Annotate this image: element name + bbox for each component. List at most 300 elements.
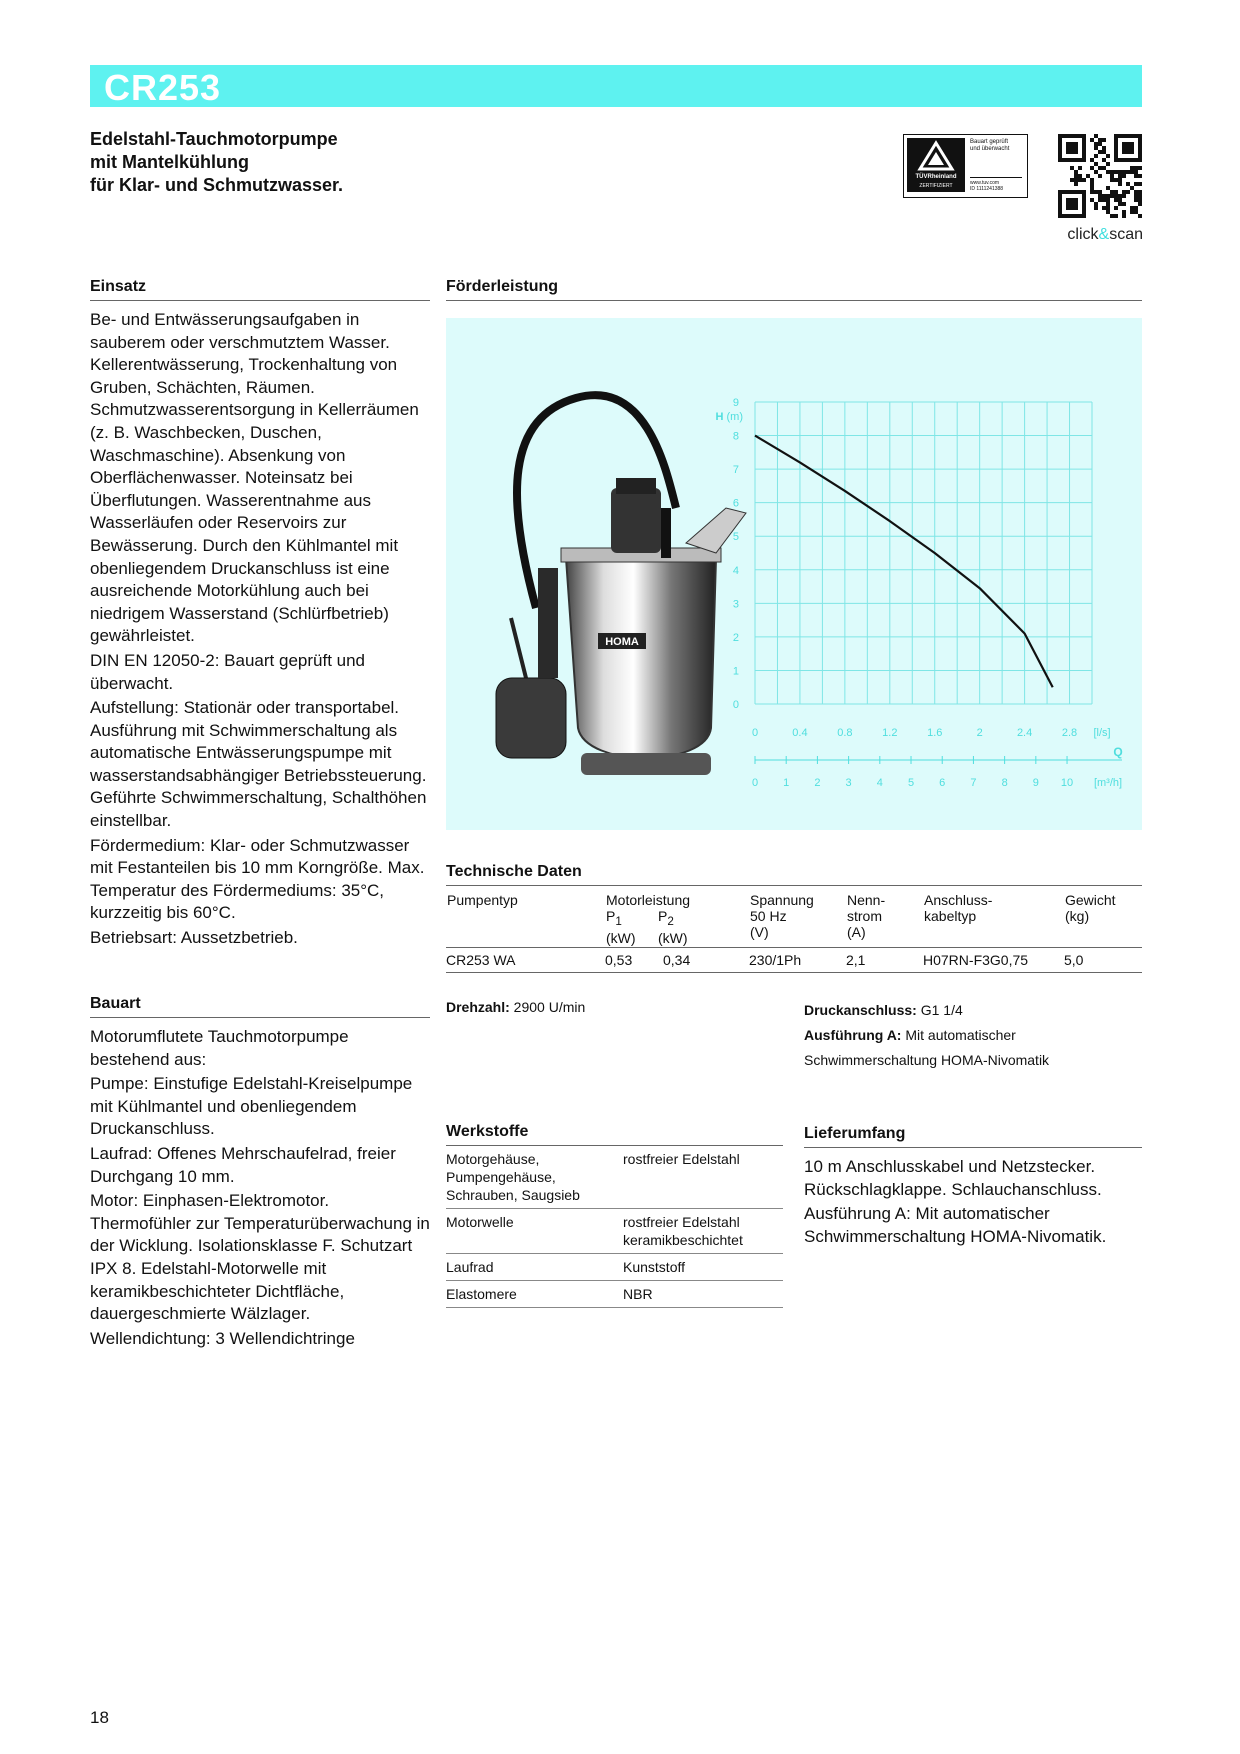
paragraph-label: Fördermedium: [90,835,206,855]
paragraph-text: 3 Wellendichtringe [210,1328,355,1348]
header-cell: Pumpentyp [447,892,518,908]
qr-module [1130,134,1134,138]
qr-module [1102,166,1106,170]
qr-module [1106,154,1110,158]
page-number: 18 [90,1708,109,1727]
qr-module [1138,202,1142,206]
qr-module [1074,170,1078,174]
tuv-brand-text: TÜVRheinland [915,174,957,180]
table-row [446,1146,783,1209]
einsatz-section [90,278,430,952]
qr-module [1078,166,1082,170]
nenn-label: Nenn- [847,892,886,908]
qr-module [1122,150,1126,154]
qr-module [1098,194,1102,198]
kw-label: (kW) [606,929,636,946]
qr-module [1114,150,1118,154]
qr-module [1106,162,1110,166]
qr-module [1114,138,1118,142]
paragraph-label: Laufrad: [90,1143,153,1163]
qr-module [1122,174,1126,178]
qr-module [1082,154,1086,158]
x-tick-label-m3h: 6 [939,777,946,789]
p-letter: P [606,908,616,924]
einsatz-paragraph [90,650,430,695]
qr-module [1058,146,1062,150]
qr-module [1114,142,1118,146]
tuv-caption [970,139,1009,153]
qr-module [1122,194,1126,198]
qr-module [1134,198,1138,202]
tuv-id: ID 1111241388 [970,186,1004,192]
qr-module [1126,146,1130,150]
qr-module [1138,150,1142,154]
qr-module [1134,182,1138,186]
y-tick-label: 7 [732,464,739,477]
werk-material: NBR [623,1286,653,1302]
qr-module [1062,158,1066,162]
kw-labels [606,930,748,946]
qr-module [1082,206,1086,210]
x-tick-label-m3h: 0 [751,777,759,789]
werk-part: Motorgehäuse, Pumpengehäuse, Schrauben, Saugsieb [446,1151,580,1203]
qr-module [1094,202,1098,206]
qr-module [1058,154,1062,158]
qr-code-icon[interactable] [1058,134,1142,218]
qr-module [1130,210,1134,214]
qr-module [1070,134,1074,138]
qr-module [1134,134,1138,138]
qr-module [1134,170,1138,174]
qr-module [1122,158,1126,162]
qr-module [1066,150,1070,154]
qr-module [1134,158,1138,162]
qr-module [1090,182,1094,186]
qr-module [1058,142,1062,146]
table-row [446,1254,783,1281]
qr-module [1090,158,1094,162]
x-tick-label-m3h: 8 [1001,777,1008,789]
table-row [446,947,1142,972]
x-tick-label-m3h: 1 [783,777,790,789]
spannung-label: Spannung [750,892,814,908]
qr-module [1138,146,1142,150]
qr-module [1090,198,1094,202]
motorleistung-label: Motorleistung [606,892,691,908]
einsatz-paragraph [90,309,430,648]
qr-module [1070,202,1074,206]
x-tick-label-m3h: 10 [1060,777,1074,789]
x-tick-label-ls: 0.8 [837,727,853,739]
qr-module [1074,142,1078,146]
ausfuehrung-line [804,1023,1144,1073]
qr-module [1114,194,1118,198]
lieferumfang-paragraph: 10 m Anschlusskabel und Netzstecker. Rückschlagklappe. Schlauchanschluss. [804,1157,1102,1199]
x-tick-label-m3h: 7 [970,777,977,789]
y-tick-label: 6 [732,497,739,510]
y-tick-label: 0 [732,699,739,711]
cell-gewicht: 5,0 [1064,951,1084,968]
werk-part: Laufrad [446,1259,494,1275]
qr-module [1118,178,1122,182]
qr-module [1118,158,1122,162]
druck-label: Druckanschluss: [804,1002,917,1018]
click-word: click [1067,226,1099,243]
x-unit-m3h: [m³/h] [1093,777,1123,789]
y-axis-letter: H [715,411,727,423]
qr-module [1134,190,1138,194]
qr-module [1114,206,1118,210]
qr-module [1130,142,1134,146]
x-tick-label-m3h: 9 [1032,777,1039,789]
qr-module [1090,166,1094,170]
bauart-paragraph [90,1026,430,1071]
qr-module [1134,210,1138,214]
qr-module [1126,182,1130,186]
cell-p1: 0,53 [605,951,633,968]
qr-module [1106,206,1110,210]
qr-module [1082,142,1086,146]
qr-module [1106,202,1110,206]
y-axis-unit: (m) [726,411,743,423]
cell-power [605,947,749,972]
qr-module [1102,194,1106,198]
qr-module [1094,170,1098,174]
qr-module [1102,198,1106,202]
qr-module [1058,194,1062,198]
qr-module [1066,146,1070,150]
qr-module [1074,202,1078,206]
qr-module [1102,150,1106,154]
qr-module [1070,142,1074,146]
header-cell [1064,888,1142,947]
qr-module [1098,166,1102,170]
qr-module [1082,214,1086,218]
qr-module [1078,134,1082,138]
qr-module [1074,146,1078,150]
anschluss-label: Anschluss- [924,892,993,908]
header-cell [846,888,923,947]
einsatz-paragraph [90,927,430,950]
qr-module [1090,138,1094,142]
qr-module [1118,194,1122,198]
x-tick-label-ls: 0.4 [792,727,808,739]
bauart-section [90,995,430,1352]
qr-module [1122,190,1126,194]
qr-module [1074,206,1078,210]
qr-module [1134,194,1138,198]
qr-module [1078,174,1082,178]
qr-module [1102,138,1106,142]
qr-module [1102,206,1106,210]
werk-part: Elastomere [446,1286,517,1302]
qr-module [1058,198,1062,202]
p2-label [658,908,674,928]
qr-module [1098,138,1102,142]
qr-module [1126,190,1130,194]
qr-module [1130,186,1134,190]
qr-module [1118,174,1122,178]
cell-p2: 0,34 [663,951,691,968]
einsatz-paragraph [90,697,430,833]
qr-module [1138,194,1142,198]
qr-module [1126,134,1130,138]
qr-module [1058,134,1062,138]
x-unit-ls: [l/s] [1093,727,1111,739]
qr-module [1074,134,1078,138]
qr-module [1110,214,1114,218]
drehzahl-value: 2900 U/min [509,999,586,1015]
a-label: (A) [847,924,866,940]
product-subtitle [90,128,343,197]
qr-module [1122,202,1126,206]
paragraph-text: Einstufige Edelstahl-Kreiselpumpe mit Kühlmantel und obenliegendem Druckanschluss. [90,1074,413,1139]
qr-module [1078,158,1082,162]
qr-module [1078,190,1082,194]
power-sub-labels [606,908,748,930]
qr-module [1078,214,1082,218]
qr-module [1138,214,1142,218]
tuv-caption-line: Bauart geprüft [970,139,1009,145]
qr-module [1130,206,1134,210]
qr-module [1074,198,1078,202]
qr-module [1058,210,1062,214]
subtitle-line: für Klar- und Schmutzwasser. [90,175,344,195]
qr-module [1094,142,1098,146]
header-cell [605,888,749,947]
qr-module [1102,158,1106,162]
p1-label [606,908,658,930]
p-letter: P [658,908,668,924]
qr-module [1074,214,1078,218]
paragraph-label: Aufstellung: [90,698,179,718]
pump-curve-chart [446,318,1142,830]
qr-module [1114,154,1118,158]
cell-strom: 2,1 [846,951,866,968]
paragraph-text: Motorumflutete Tauchmotorpumpe bestehend aus: [90,1027,349,1069]
qr-module [1082,178,1086,182]
qr-module [1074,150,1078,154]
paragraph-text: Einphasen-Elektromotor. Thermofühler zur Temperaturüberwachung in der Wicklung. Isolationsklasse F. Schutzart IPX 8. Edelstahl-Motorwelle mit keramikbeschichteter Dichtfläche, dauergeschmierte Wälzlager. [90,1191,430,1324]
qr-module [1082,194,1086,198]
qr-module [1138,154,1142,158]
tuv-url: www.tuv.com [970,180,1000,186]
model-title: CR253 [104,67,222,108]
qr-module [1118,170,1122,174]
qr-module [1082,134,1086,138]
druckanschluss-line [804,998,1144,1023]
strom-label: strom [847,908,882,924]
qr-module [1130,166,1134,170]
scan-word: scan [1109,226,1143,243]
qr-module [1110,190,1114,194]
werk-material: Kunststoff [623,1259,686,1275]
qr-module [1094,154,1098,158]
qr-module [1126,158,1130,162]
qr-module [1062,190,1066,194]
werkstoffe-section [446,1123,783,1308]
kg-label: (kg) [1065,908,1090,924]
p-sub: 1 [615,914,622,928]
qr-module [1126,150,1130,154]
qr-module [1138,134,1142,138]
qr-module [1094,206,1098,210]
x-tick-label-ls: 2 [976,727,983,739]
qr-module [1090,186,1094,190]
qr-module [1070,146,1074,150]
qr-module [1090,178,1094,182]
qr-module [1122,142,1126,146]
qr-module [1110,194,1114,198]
technical-data-table [446,888,1142,973]
qr-module [1070,158,1074,162]
qr-module [1098,142,1102,146]
y-tick-label: 8 [732,430,739,443]
qr-module [1126,170,1130,174]
lieferumfang-paragraph [804,1203,1142,1248]
cell-spannung: 230/1Ph [749,951,802,968]
qr-module [1074,178,1078,182]
druck-info [804,998,1144,1073]
qr-module [1066,202,1070,206]
qr-module [1106,194,1110,198]
qr-module [1058,158,1062,162]
qr-module [1118,134,1122,138]
einsatz-text [90,309,430,950]
qr-module [1114,214,1118,218]
qr-module [1130,150,1134,154]
bauart-paragraph [90,1190,430,1326]
paragraph-label: Pumpe: [90,1074,149,1094]
qr-module [1058,150,1062,154]
gewicht-label: Gewicht [1065,892,1116,908]
paragraph-label: Motor: [90,1191,139,1211]
qr-module [1114,190,1118,194]
x-tick-label-ls: 1.6 [927,727,943,739]
paragraph-label: Betriebsart: [90,928,177,948]
header-cell [923,888,1064,947]
qr-module [1118,202,1122,206]
paragraph-text: Aussetzbetrieb. [176,928,298,948]
qr-module [1130,170,1134,174]
qr-module [1086,174,1090,178]
qr-module [1138,158,1142,162]
qr-module [1138,166,1142,170]
qr-module [1082,150,1086,154]
cell-kabel: H07RN-F3G0,75 [923,951,1029,968]
x-tick-label-ls: 2.4 [1016,727,1033,739]
bauart-text [90,1026,430,1350]
qr-module [1070,150,1074,154]
v-label: (V) [750,924,769,940]
qr-module [1066,142,1070,146]
qr-module [1082,202,1086,206]
qr-module [1062,134,1066,138]
qr-module [1122,134,1126,138]
qr-module [1098,150,1102,154]
qr-module [1098,190,1102,194]
qr-module [1130,146,1134,150]
qr-module [1138,138,1142,142]
qr-module [1082,146,1086,150]
werk-material: rostfreier Edelstahl keramikbeschichtet [623,1214,743,1248]
tuv-logo-block [907,138,965,192]
qr-module [1138,190,1142,194]
qr-module [1106,198,1110,202]
qr-module [1114,134,1118,138]
qr-module [1074,182,1078,186]
qr-module [1074,174,1078,178]
ausf-label: Ausführung A: [804,1027,902,1043]
qr-module [1094,134,1098,138]
qr-module [1110,170,1114,174]
qr-module [1082,210,1086,214]
qr-module [1102,146,1106,150]
tuv-caption-line: und überwacht [970,146,1010,152]
qr-module [1058,206,1062,210]
bauart-paragraph [90,1073,430,1141]
qr-module [1114,158,1118,162]
qr-module [1110,178,1114,182]
qr-module [1058,202,1062,206]
qr-module [1058,190,1062,194]
qr-module [1066,190,1070,194]
x-tick-label-ls: 0 [751,727,759,739]
qr-module [1122,214,1126,218]
qr-module [1066,206,1070,210]
qr-module [1106,210,1110,214]
qr-module [1098,198,1102,202]
qr-module [1122,146,1126,150]
qr-module [1058,214,1062,218]
drehzahl-info [446,998,585,1016]
paragraph-text: Bauart geprüft und überwacht. [90,650,365,693]
cell-pumpentyp: CR253 WA [446,951,516,968]
qr-module [1094,162,1098,166]
click-scan-label [1055,226,1143,244]
lieferumfang-section [804,1125,1142,1250]
kw-label: (kW) [658,929,688,946]
qr-module [1090,190,1094,194]
qr-module [1070,214,1074,218]
qr-module [1066,214,1070,218]
einsatz-paragraph [90,835,430,925]
y-tick-label: 5 [732,531,739,544]
paragraph-text: Stationär oder transportabel. Ausführung mit Schwimmerschaltung als automatische Entwässerungspumpe mit wasserstandsabhängiger Betriebssteuerung. Geführte Schwimmerschaltung, Schalthöhen einstellbar. [90,698,427,831]
qr-module [1070,190,1074,194]
subtitle-line: Edelstahl-Tauchmotorpumpe [90,129,338,149]
header-cell [749,888,846,947]
qr-module [1066,198,1070,202]
qr-module [1070,206,1074,210]
lieferumfang-heading: Lieferumfang [804,1125,1142,1148]
bauart-paragraph [90,1328,430,1351]
qr-module [1082,158,1086,162]
technische-daten-section [446,863,1142,973]
subtitle-line: mit Mantelkühlung [90,152,249,172]
qr-module [1070,178,1074,182]
x-tick-label-ls: 1.2 [882,727,898,739]
x-tick-label-m3h: 2 [814,777,821,789]
qr-module [1082,198,1086,202]
qr-module [1134,174,1138,178]
qr-module [1126,142,1130,146]
x-tick-label-m3h: 3 [845,777,852,789]
lieferumfang-text [804,1156,1142,1248]
qr-module [1094,146,1098,150]
qr-module [1070,166,1074,170]
qr-module [1114,178,1118,182]
